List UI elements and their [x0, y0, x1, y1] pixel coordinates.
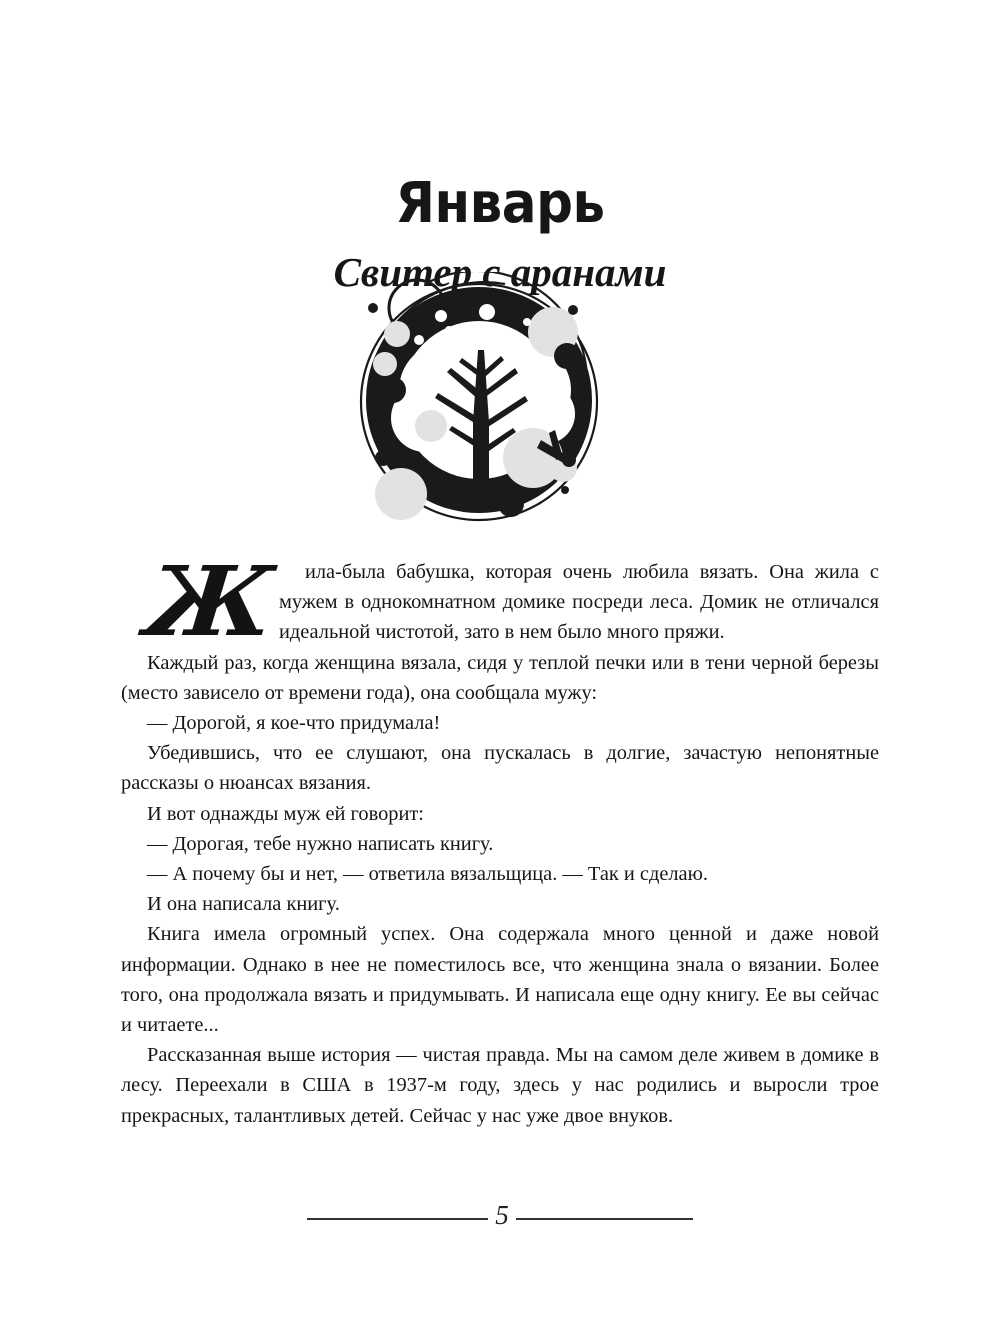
paragraph-9: Книга имела огромный успех. Она содержала много ценной и даже новой информации. Однако в нее не поместилось все, что женщина знала о вязании. Более того, она продолжала вязать и придумывать. И написала еще одну книгу. Ее вы сейчас и читаете...: [121, 923, 879, 1037]
drop-cap: Ж: [141, 545, 279, 658]
paragraph-3: — Дорогой, я кое-что придумала!: [147, 712, 441, 735]
tree-in-circle-ornament: [355, 272, 611, 528]
page-title: Январь: [395, 170, 605, 236]
paragraph-5: И вот однажды муж ей говорит:: [147, 802, 424, 825]
paragraph-1: [121, 545, 879, 658]
footer-rule-right: [516, 1218, 693, 1220]
chapter-subtitle: Свитер с аранами: [333, 249, 667, 296]
paragraph-10: Рассказанная выше история — чистая правда. Мы на самом деле живем в домике в лесу. Переехали в США в 1937-м году, здесь у нас родились и выросли трое прекрасных, талантливых детей. Сейчас у нас уже двое внуков.: [121, 1044, 879, 1127]
paragraph-6: — Дорогая, тебе нужно написать книгу.: [147, 832, 494, 855]
paragraph-4: Убедившись, что ее слушают, она пускалась в долгие, зачастую непонятные рассказы о нюансах вязания.: [121, 742, 879, 795]
footer-rule-left: [307, 1218, 488, 1220]
paragraph-7: — А почему бы и нет, — ответила вязальщица. — Так и сделаю.: [147, 863, 708, 886]
paragraph-2: Каждый раз, когда женщина вязала, сидя у теплой печки или в тени черной березы (место зависело от времени года), она сообщала мужу:: [121, 651, 879, 704]
paragraph-8: И она написала книгу.: [147, 893, 340, 916]
body-text: [121, 545, 879, 1131]
page-footer: [0, 1200, 1000, 1232]
page-number: 5: [495, 1200, 509, 1230]
paragraph-1-text: ила-была бабушка, которая очень любила вязать. Она жила с мужем в однокомнатном домике посреди леса. Домик не отличался идеальной чистотой, зато в нем было много пряжи.: [278, 561, 879, 644]
